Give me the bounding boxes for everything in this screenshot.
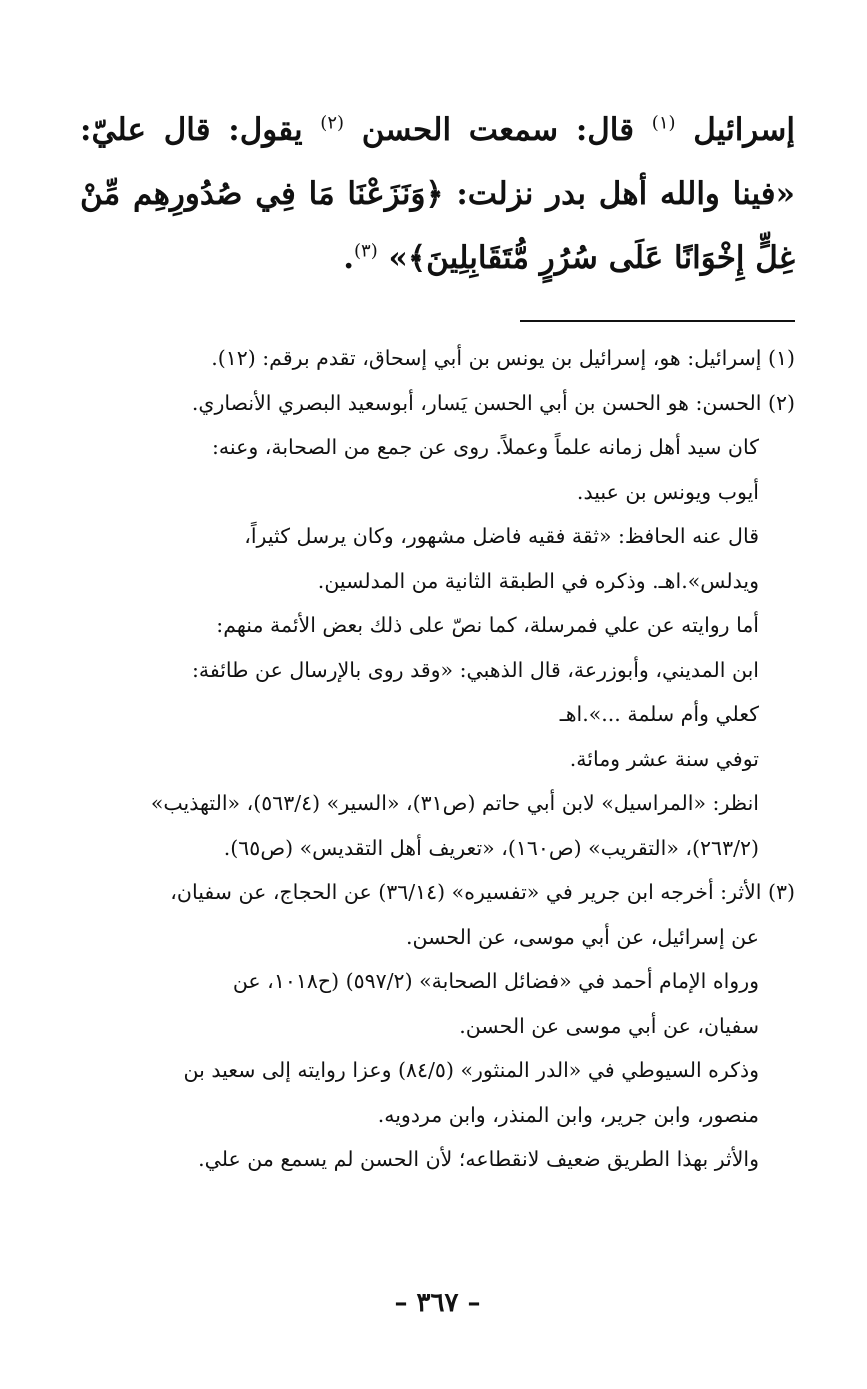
document-page bbox=[80, 0, 795, 1389]
footnote-line: سفيان، عن أبي موسى عن الحسن. bbox=[459, 1013, 759, 1038]
footnote-1: (١) إسرائيل: هو، إسرائيل بن يونس بن أبي إسحاق، تقدم برقم: (١٢). bbox=[211, 346, 795, 370]
footnote-ref-3[interactable]: (٣) bbox=[354, 240, 378, 262]
quran-verse: ﴿وَنَزَعْنَا مَا فِي صُدُورِهِم مِّنْ غِلٍّ إِخْوَانًا عَلَى سُرُرٍ مُّتَقَابِلِينَ﴾ bbox=[80, 176, 795, 276]
footnote-line: والأثر بهذا الطريق ضعيف لانقطاعه؛ لأن الحسن لم يسمع من علي. bbox=[198, 1147, 759, 1171]
main-text-part-3: يقول: قال عليّ: «فينا والله أهل بدر نزلت: bbox=[80, 112, 796, 212]
main-text-part-4: » bbox=[377, 240, 408, 276]
footnote-line: كان سيد أهل زمانه علماً وعملاً. روى عن جمع من الصحابة، وعنه: bbox=[212, 435, 759, 459]
footnote-line: (٢٦٣/٢)، «التقريب» (ص١٦٠)، «تعريف أهل التقديس» (ص٦٥). bbox=[223, 835, 759, 860]
footnote-3: (٣) الأثر: أخرجه ابن جرير في «تفسيره» (٣٦/١٤) عن الحجاج، عن سفيان، bbox=[170, 880, 795, 904]
footnote-2: (٢) الحسن: هو الحسن بن أبي الحسن يَسار، أبوسعيد البصري الأنصاري. bbox=[191, 390, 795, 415]
main-text-part-5: . bbox=[343, 240, 355, 276]
footnote-line: ابن المديني، وأبوزرعة، قال الذهبي: «وقد روى بالإرسال عن طائفة: bbox=[191, 657, 759, 682]
main-text bbox=[80, 98, 795, 290]
footnote-line: كعلي وأم سلمة ...».اهـ bbox=[559, 702, 759, 726]
main-text-part-1: إسرائيل bbox=[675, 112, 796, 148]
footnote-line: انظر: «المراسيل» لابن أبي حاتم (ص٣١)، «السير» (٥٦٣/٤)، «التهذيب» bbox=[150, 791, 759, 815]
footnotes bbox=[80, 336, 795, 1182]
footnote-line: وذكره السيوطي في «الدر المنثور» (٨٤/٥) وعزا روايته إلى سعيد بن bbox=[183, 1058, 759, 1082]
footnote-line: منصور، وابن جرير، وابن المنذر، وابن مردويه. bbox=[377, 1102, 759, 1127]
footnote-separator bbox=[520, 320, 795, 322]
footnote-line: أما روايته عن علي فمرسلة، كما نصّ على ذلك بعض الأئمة منهم: bbox=[216, 613, 759, 637]
footnote-line: عن إسرائيل، عن أبي موسى، عن الحسن. bbox=[405, 924, 759, 949]
footnote-line: ويدلس».اهـ. وذكره في الطبقة الثانية من المدلسين. bbox=[317, 568, 759, 593]
footnote-ref-1[interactable]: (١) bbox=[651, 112, 676, 134]
footnote-line: قال عنه الحافظ: «ثقة فقيه فاضل مشهور، وكان يرسل كثيراً، bbox=[244, 524, 759, 548]
page-number: – ٣٦٧ – bbox=[394, 1288, 481, 1318]
main-text-part-2: قال: سمعت الحسن bbox=[344, 112, 652, 148]
footnote-line: أيوب ويونس بن عبيد. bbox=[576, 479, 759, 504]
footnote-line: ورواه الإمام أحمد في «فضائل الصحابة» (٥٩٧/٢) (ح١٠١٨، عن bbox=[232, 969, 759, 993]
footnote-line: توفي سنة عشر ومائة. bbox=[569, 746, 759, 771]
footnote-ref-2[interactable]: (٢) bbox=[320, 112, 345, 134]
